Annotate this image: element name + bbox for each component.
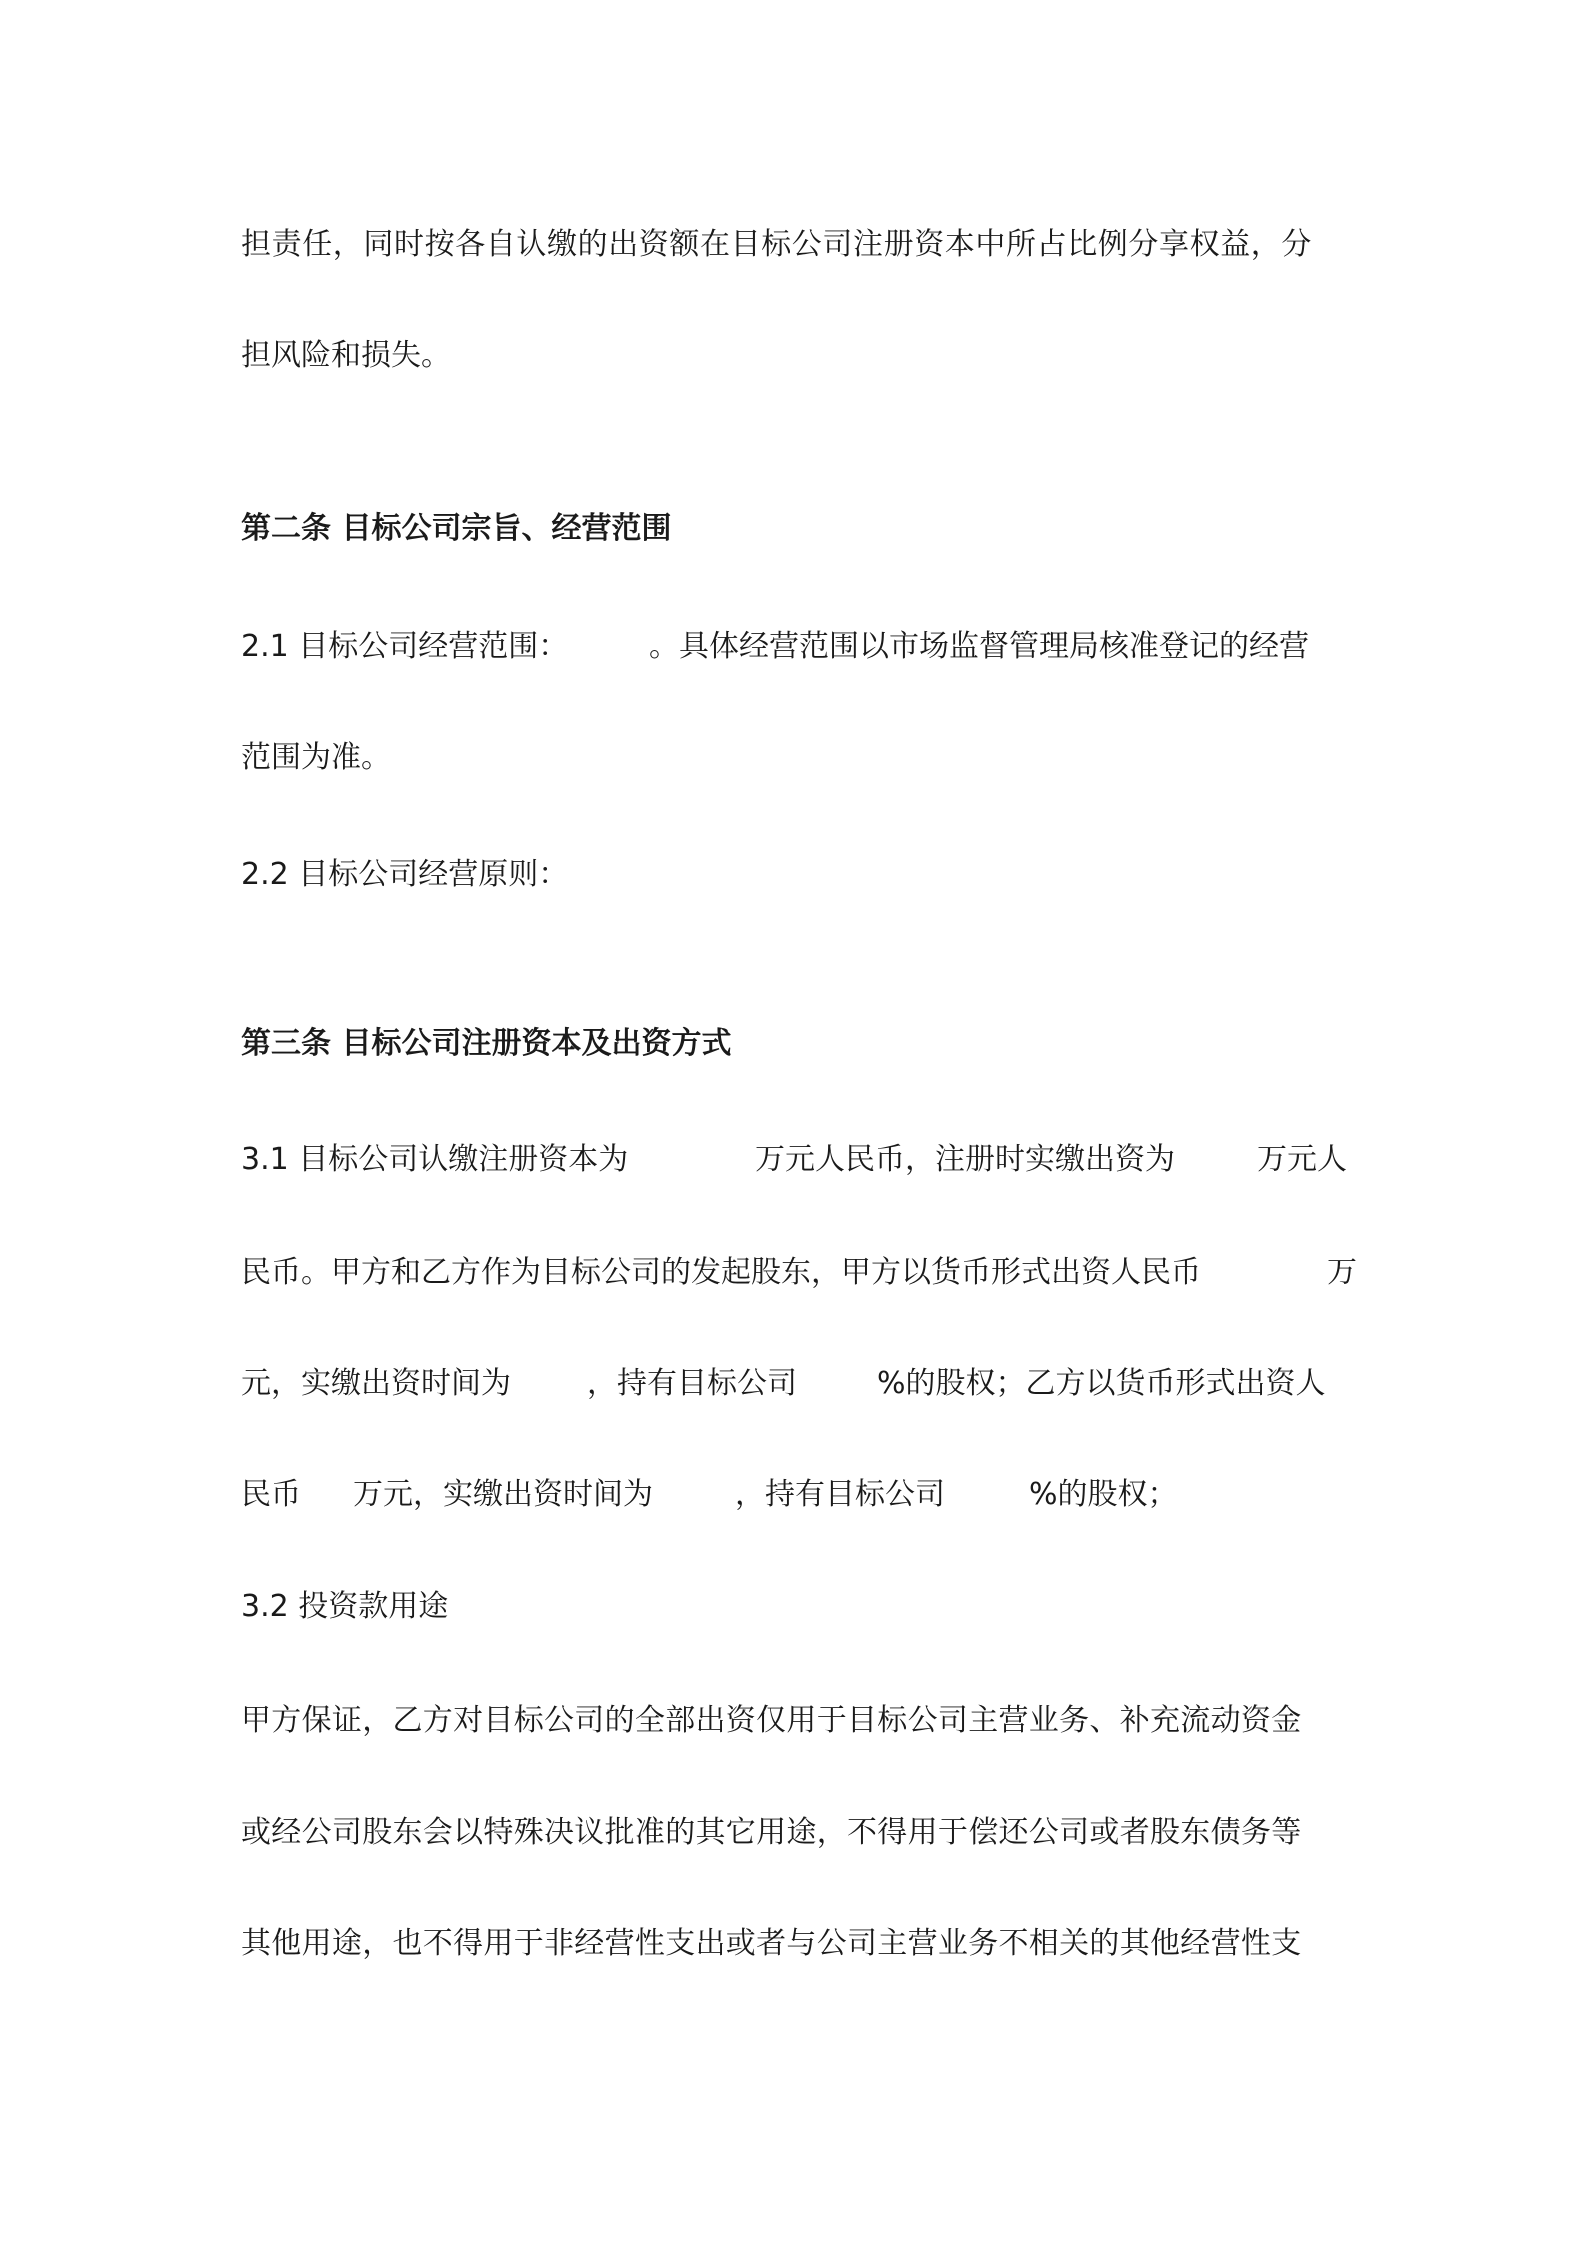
text-run: 万 [1327,1255,1357,1290]
section-heading: 3.2 投资款用途 [241,1589,449,1624]
text-run: %的股权；乙方以货币形式出资人 [877,1366,1326,1401]
paragraph-line [241,1136,1357,1184]
article-heading: 第三条 目标公司注册资本及出资方式 [241,1026,732,1061]
paragraph-line: 2.2 目标公司经营原则： [241,857,569,892]
text-run: 或经公司股东会以特殊决议批准的其它用途，不得用于偿还公司或者股东债务等 [241,1815,1302,1850]
text-run: 元，实缴出资时间为 [241,1366,511,1401]
paragraph-line: 范围为准。 [241,740,391,775]
text-run: 担责任，同时按各自认缴的出资额在目标公司注册资本中所占比例分享权益，分 [241,227,1312,262]
text-run: ，持有目标公司 [735,1477,945,1512]
text-run: 万元人民币，注册时实缴出资为 [755,1142,1175,1177]
text-run: 民币。甲方和乙方作为目标公司的发起股东，甲方以货币形式出资人民币 [241,1255,1201,1290]
paragraph-line [241,1809,1357,1857]
text-run: 。具体经营范围以市场监督管理局核准登记的经营 [649,629,1309,664]
text-run: 万元，实缴出资时间为 [353,1477,653,1512]
paragraph-line [241,1249,1357,1297]
text-run: 3.1 目标公司认缴注册资本为 [241,1142,629,1177]
text-run: %的股权； [1029,1477,1178,1512]
article-heading: 第二条 目标公司宗旨、经营范围 [241,511,672,546]
text-run: 其他用途，也不得用于非经营性支出或者与公司主营业务不相关的其他经营性支 [241,1926,1302,1961]
paragraph-line [241,1920,1357,1968]
text-run: ，持有目标公司 [587,1366,797,1401]
text-run: 甲方保证，乙方对目标公司的全部出资仅用于目标公司主营业务、补充流动资金 [241,1703,1302,1738]
paragraph-line [241,1697,1357,1745]
text-run: 2.1 目标公司经营范围： [241,629,569,664]
paragraph-line [241,1471,1357,1519]
text-run: 万元人 [1257,1142,1347,1177]
paragraph-line [241,1360,1357,1408]
paragraph-line [241,221,1357,269]
paragraph-line: 担风险和损失。 [241,338,451,373]
text-run: 民币 [241,1477,301,1512]
paragraph-line [241,623,1357,671]
